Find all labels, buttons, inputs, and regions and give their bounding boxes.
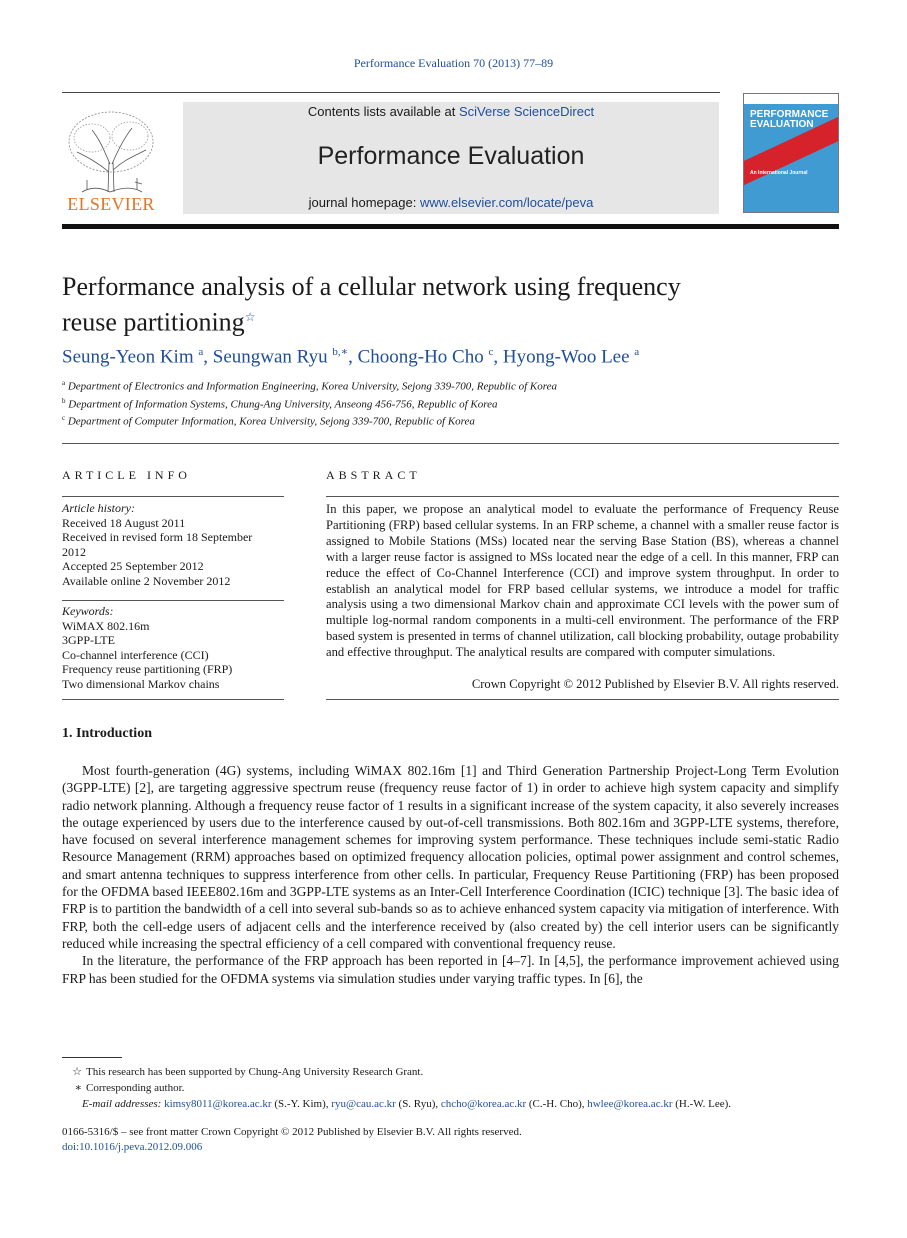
history-item: Received in revised form 18 September [62,530,253,545]
keywords-label: Keywords: [62,604,114,618]
title-line2: reuse partitioning [62,307,245,337]
author-name[interactable]: Seungwan Ryu [212,346,328,368]
email-link[interactable]: ryu@cau.ac.kr [331,1098,396,1110]
homepage-line [183,195,719,210]
article-info-rule [62,699,284,700]
body-paragraph: In the literature, the performance of the FRP approach has been reported in [4–7]. In [4,5], the performance improvement achieved using FRP has been studied for the OFDMA systems via simulation studies under varying traffic types. In [6], the [62,953,839,986]
article-info-rule [62,600,284,601]
affiliation-c [62,414,839,428]
article-info-rule [62,496,284,497]
history-item: Received 18 August 2011 [62,515,186,530]
cover-title-line1: PERFORMANCE [750,109,829,120]
contents-prefix: Contents lists available at [307,104,459,119]
email-owner: (C.-H. Cho), [526,1098,588,1110]
author-name[interactable]: Choong-Ho Cho [357,346,484,368]
history-item: Accepted 25 September 2012 [62,559,204,574]
title-footnote-star-icon[interactable]: ☆ [244,310,256,324]
title-line1: Performance analysis of a cellular network using frequency [62,272,681,301]
footnote-text: Corresponding author. [86,1082,185,1094]
elsevier-wordmark: ELSEVIER [67,194,155,214]
journal-title: Performance Evaluation [317,142,585,170]
paper-title [62,272,762,338]
affiliation-sup: c [62,414,66,422]
footnote-corresponding [62,1081,839,1097]
email-owner: (S.-Y. Kim), [271,1098,332,1110]
abstract-copyright: Crown Copyright © 2012 Published by Elsevier B.V. All rights reserved. [471,677,839,691]
email-label: E-mail addresses: [82,1098,162,1110]
keyword-item: Co-channel interference (CCI) [62,647,209,662]
issn-line: 0166-5316/$ – see front matter Crown Copyright © 2012 Published by Elsevier B.V. All rights reserved. [62,1126,522,1138]
footnote-star-icon: ☆ [72,1066,82,1078]
homepage-prefix: journal homepage: [308,195,420,210]
cover-title-line2: EVALUATION [750,119,814,130]
keyword-item: 3GPP-LTE [62,633,115,648]
article-history [62,501,284,589]
keywords [62,604,284,692]
affiliation-text: Department of Computer Information, Korea University, Sejong 339-700, Republic of Korea [67,415,475,428]
author-list: Seung-Yeon Kim $^a$, Seungwan Ryu $^{b,∗}$, Choong-Ho Cho $^c$, Hyong-Woo Lee $^a$ [62,346,640,368]
email-link[interactable]: hwlee@korea.ac.kr [587,1098,673,1110]
author-name[interactable]: Seung-Yeon Kim [62,346,194,368]
author-sup[interactable]: a [634,346,640,358]
homepage-link[interactable]: www.elsevier.com/locate/peva [419,195,594,210]
journal-citation[interactable]: Performance Evaluation 70 (2013) 77–89 [353,56,554,70]
keyword-item: Frequency reuse partitioning (FRP) [62,662,233,677]
author-sup[interactable]: a [198,346,204,358]
cover-title [750,110,828,130]
email-owner: (S. Ryu), [395,1098,441,1110]
doi-link[interactable]: doi:10.1016/j.peva.2012.09.006 [62,1141,203,1153]
affiliation-text: Department of Information Systems, Chung-Ang University, Anseong 456-756, Republic of Korea [68,398,498,411]
cover-subtitle: An International Journal [750,170,808,176]
affiliation-rule [62,443,839,444]
email-link[interactable]: chcho@korea.ac.kr [440,1098,527,1110]
cover-top-strip [744,94,838,104]
footnote-text: This research has been supported by Chung-Ang University Research Grant. [86,1066,424,1078]
contents-line [183,104,719,119]
footnote-funding [62,1065,839,1081]
history-item: 2012 [62,544,86,559]
affiliation-sup: a [62,379,66,387]
abstract-text: In this paper, we propose an analytical model to evaluate the performance of Frequency Reuse Partitioning (FRP) based cellular systems. In an FRP scheme, a channel with a smaller reuse factor is assigned to Mobile Stations (MSs) located near the serving Base Station (BS), whereas a channel with a larger reuse factor is assigned to MSs located near the edge of a cell. In this manner, FRP can reduce the effect of Co-Channel Interference (CCI) and improve system throughput. In order to establish an analytical model for FRP based cellular systems, we introduce a model for traffic analysis using a two dimensional Markov chain and approximate CCI levels with the power sum of multiple log-normal random components in a multi-cell environment. The performance of the FRP based system is presented in terms of channel utilization, call blocking probability, outage probability and effective throughput. The analytical results are compared with computer simulations. [326,502,839,660]
abstract-heading: ABSTRACT [326,468,421,482]
affiliation-a [62,379,839,393]
author-name[interactable]: Hyong-Woo Lee [502,346,630,368]
abstract-rule [326,496,839,497]
author-sup[interactable]: c [488,346,494,358]
header-top-rule [62,92,720,93]
abstract-rule [326,699,839,700]
footnote-asterisk-icon: ∗ [74,1082,82,1094]
affiliation-sup: b [62,397,66,405]
footnote-emails [82,1097,859,1113]
author-sup[interactable]: b,∗ [332,346,349,358]
affiliation-text: Department of Electronics and Information Engineering, Korea University, Sejong 339-700, Republic of Korea [67,380,557,393]
keyword-item: Two dimensional Markov chains [62,676,220,691]
history-label: Article history: [62,501,135,515]
keyword-item: WiMAX 802.16m [62,618,150,633]
email-owner: (H.-W. Lee). [672,1098,732,1110]
footnote-rule [62,1057,122,1058]
article-info-heading: ARTICLE INFO [62,468,191,482]
issn-block [62,1125,522,1155]
body-paragraph: Most fourth-generation (4G) systems, including WiMAX 802.16m [1] and Third Generation Partnership Project-Long Term Evolution (3GPP-LTE) [2], are targeting aggressive spectrum reuse (frequency reuse factor of 1) in order to achieve high system capacity and simplify radio network planning. Although a frequency reuse factor of 1 results in a significant increase of the system capacity, it also severely increases the outage experienced by users due to the interference caused by out-of-cell transmissions. Both 802.16m and 3GPP-LTE systems, therefore, have focused on several interference management schemes for improving system performance. These techniques include semi-static Radio Resource Management (RRM) approaches based on optimized frequency allocation policies, optimal power assignment and control schemes, and smart antenna techniques to suppress interference from other cells. In particular, Frequency Reuse Partitioning (FRP) has been proposed for the OFDMA based IEEE802.16m and 3GPP-LTE systems as an Inter-Cell Interference Coordination (ICIC) technique [3]. The basic idea of FRP is to partition the bandwidth of a cell into several sub-bands so as to achieve enhanced system capacity via mitigation of interference. With FRP, both the cell-edge users of adjacent cells and the interference received by (also created by) the cell interior users can be significantly reduced while increasing the spectral efficiency of a cell compared with conventional frequency reuse. [62,763,839,951]
section-heading: 1. Introduction [62,726,152,741]
affiliation-b [62,397,839,411]
journal-cover-thumbnail[interactable] [743,93,839,213]
header-thick-rule [62,224,839,229]
email-link[interactable]: kimsy8011@korea.ac.kr [164,1098,272,1110]
history-item: Available online 2 November 2012 [62,573,231,588]
sciencedirect-link[interactable]: SciVerse ScienceDirect [458,104,595,119]
body-text [62,762,839,987]
